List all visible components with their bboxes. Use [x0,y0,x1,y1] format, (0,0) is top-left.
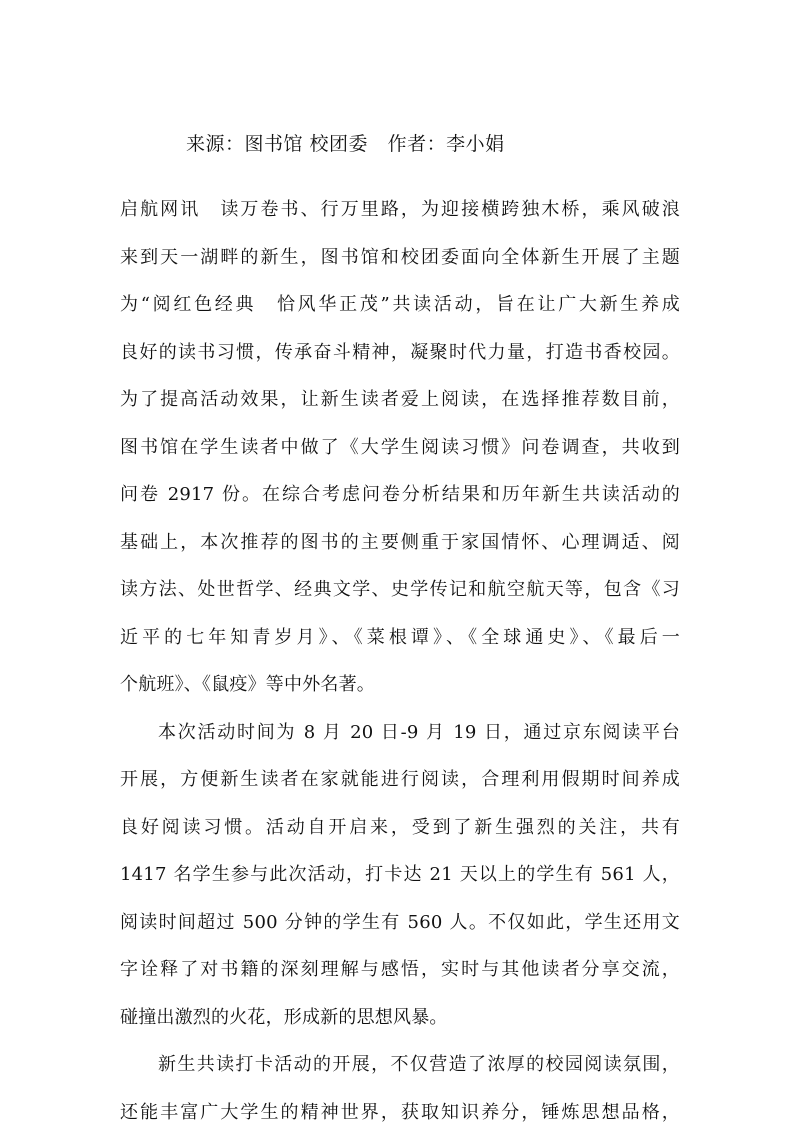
paragraph-2-line-2: 开展，方便新生读者在家就能进行阅读，合理利用假期时间养成 [120,769,680,790]
paragraph-1-line-11: 个航班》、《鼠疫》等中外名著。 [120,674,375,695]
paragraph-1-line-5: 为了提高活动效果，让新生读者爱上阅读，在选择推荐数目前， [120,389,680,410]
paragraph-2-line-5: 阅读时间超过 500 分钟的学生有 560 人。不仅如此，学生还用文 [120,911,680,933]
paragraph-1-line-1: 启航网讯 读万卷书、行万里路，为迎接横跨独木桥，乘风破浪 [120,199,680,220]
source-author-line [186,130,505,158]
author-label: 作者： [387,133,447,155]
paragraph-2-line-1: 本次活动时间为 8 月 20 日-9 月 19 日，通过京东阅读平台 [158,721,680,743]
paragraph-1-line-10: 近平的七年知青岁月》、《菜根谭》、《全球通史》、《最后一 [120,626,680,648]
paragraph-2-line-3: 良好阅读习惯。活动自开启来，受到了新生强烈的关注，共有 [120,816,680,838]
spacer [368,133,388,155]
paragraph-2-line-4: 1417 名学生参与此次活动，打卡达 21 天以上的学生有 561 人， [120,864,680,885]
paragraph-1-line-8: 基础上，本次推荐的图书的主要侧重于家国情怀、心理调适、阅 [120,531,680,553]
source-label: 来源： [186,133,245,155]
article-body [120,195,680,1145]
paragraph-1-line-2: 来到天一湖畔的新生，图书馆和校团委面向全体新生开展了主题 [120,246,680,268]
author-value: 李小娟 [446,133,505,155]
paragraph-1-line-9: 读方法、处世哲学、经典文学、史学传记和航空航天等，包含《习 [120,579,680,600]
paragraph-1-line-7: 问卷 2917 份。在综合考虑问卷分析结果和历年新生共读活动的 [120,484,680,505]
paragraph-1-line-4: 良好的读书习惯，传承奋斗精神，凝聚时代力量，打造书香校园。 [120,341,680,363]
paragraph-1-line-6: 图书馆在学生读者中做了《大学生阅读习惯》问卷调查，共收到 [120,436,680,458]
paragraph-1-line-3: 为“阅红色经典 恰风华正茂”共读活动，旨在让广大新生养成 [120,294,680,315]
paragraph-3-line-2: 还能丰富广大学生的精神世界，获取知识养分，锤炼思想品格， [120,1101,680,1123]
paragraph-3-line-1: 新生共读打卡活动的开展，不仅营造了浓厚的校园阅读氛围， [158,1054,680,1075]
source-value: 图书馆 校团委 [244,133,369,155]
paragraph-2-line-7: 碰撞出激烈的火花，形成新的思想风暴。 [120,1006,448,1028]
paragraph-2-line-6: 字诠释了对书籍的深刻理解与感悟，实时与其他读者分享交流， [120,959,680,980]
